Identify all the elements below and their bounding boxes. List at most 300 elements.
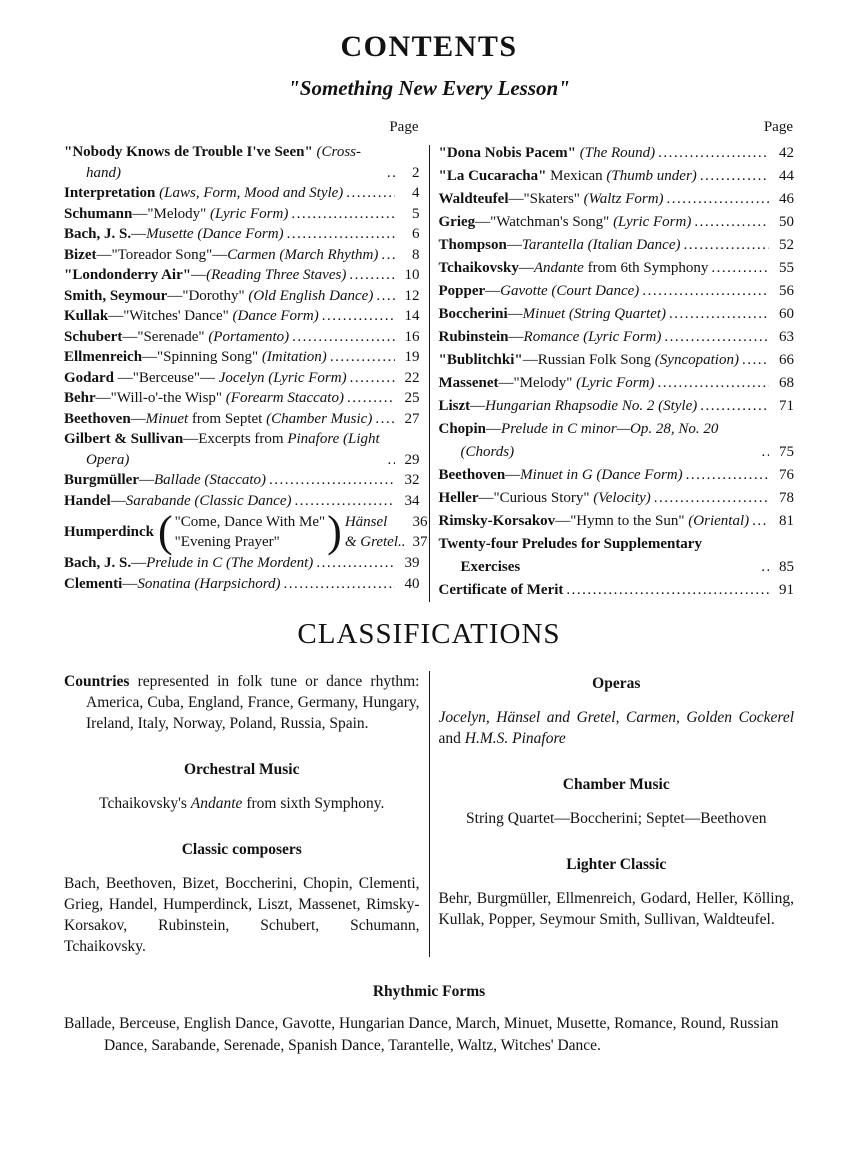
dot-leader bbox=[700, 395, 769, 418]
toc-entry bbox=[439, 395, 795, 418]
table-of-contents bbox=[64, 119, 794, 602]
dot-leader bbox=[330, 347, 395, 368]
toc-entry-page: 40 bbox=[404, 575, 420, 592]
text-segment: —Excerpts from bbox=[183, 431, 288, 447]
toc-entry-humperdinck bbox=[64, 507, 428, 556]
toc-entry-text bbox=[64, 347, 327, 368]
toc-entry-text bbox=[64, 388, 344, 409]
text-segment: Smith, Seymour bbox=[64, 287, 168, 304]
toc-entry-text bbox=[439, 303, 666, 326]
toc-right-entries bbox=[439, 142, 795, 602]
text-segment: —"Toreador Song"— bbox=[96, 246, 228, 263]
toc-entry bbox=[64, 347, 420, 368]
toc-entry-page: 27 bbox=[404, 410, 420, 427]
text-segment: Tchaikovsky bbox=[438, 260, 519, 276]
toc-entry-page: 10 bbox=[404, 267, 420, 283]
dot-leader bbox=[292, 327, 394, 348]
text-segment: represented in folk tune or dance rhythm: America, Cuba, England, France, Germany, Hungary, Ireland, Italy, Norway, Poland, Russia, Spain. bbox=[86, 673, 420, 732]
classification-heading: Chamber Music bbox=[562, 776, 670, 793]
brace-titles bbox=[175, 512, 326, 552]
classification-heading: Orchestral Music bbox=[183, 761, 300, 778]
text-segment: (Lyric Form) bbox=[210, 205, 289, 222]
toc-entry bbox=[64, 368, 420, 389]
toc-entry bbox=[439, 533, 795, 579]
text-segment: from sixth Symphony. bbox=[242, 795, 385, 812]
text-segment: Romance (Lyric Form) bbox=[523, 329, 662, 345]
text-segment: Bizet bbox=[64, 246, 97, 263]
text-segment: Pinafore (Light Opera) bbox=[86, 431, 380, 468]
toc-entry bbox=[64, 204, 420, 225]
dot-leader bbox=[291, 204, 394, 225]
toc-entry bbox=[64, 142, 420, 183]
toc-entry-text bbox=[64, 245, 378, 266]
text-segment: —"Dorothy" bbox=[167, 287, 249, 304]
text-segment: —"Spinning Song" bbox=[142, 349, 262, 365]
toc-entry bbox=[439, 257, 795, 280]
dot-leader bbox=[683, 234, 769, 257]
text-segment: Rubinstein bbox=[438, 329, 509, 345]
classification-paragraph bbox=[64, 671, 420, 734]
text-segment: Schubert bbox=[64, 328, 123, 345]
text-segment: — bbox=[508, 329, 524, 345]
dot-leader bbox=[316, 553, 394, 574]
text-segment: Tchaikovsky's bbox=[99, 795, 191, 812]
toc-entry bbox=[64, 491, 420, 512]
text-segment: Behr, Burgmüller, Ellmenreich, Godard, Heller, Kölling, Kullak, Popper, Seymour Smith, Sullivan, Waldteufel. bbox=[438, 890, 794, 928]
page-title: CONTENTS bbox=[340, 30, 518, 63]
toc-entry-page: 5 bbox=[412, 205, 420, 222]
text-segment: Minuet bbox=[145, 410, 189, 427]
toc-entry-text bbox=[64, 491, 292, 512]
text-segment: Grieg bbox=[438, 214, 476, 230]
column-divider bbox=[429, 671, 430, 957]
dot-leader bbox=[375, 409, 394, 430]
toc-entry-page: 66 bbox=[779, 352, 794, 368]
text-segment: Rimsky-Korsakov bbox=[438, 513, 556, 529]
text-segment: Thompson bbox=[438, 237, 507, 253]
text-segment: — bbox=[131, 555, 147, 571]
text-segment: "Dona Nobis Pacem" bbox=[438, 145, 576, 161]
text-segment: (Velocity) bbox=[593, 490, 651, 506]
toc-entry-page: 39 bbox=[404, 555, 420, 571]
text-segment: Behr bbox=[64, 390, 96, 406]
brace-work-line: Hänsel bbox=[344, 514, 388, 530]
dot-leader bbox=[761, 441, 769, 464]
text-segment: —"Melody" bbox=[498, 375, 577, 391]
toc-entry-text bbox=[439, 579, 564, 602]
toc-entry-page: 63 bbox=[779, 329, 794, 345]
text-segment: (Thumb under) bbox=[606, 168, 697, 184]
toc-left-entries bbox=[64, 142, 428, 594]
toc-entry-page: 91 bbox=[779, 582, 794, 598]
toc-entry-text bbox=[64, 265, 346, 286]
text-segment: Musette (Dance Form) bbox=[146, 226, 284, 242]
text-segment: Carmen (March Rhythm) bbox=[227, 246, 379, 263]
text-segment: and bbox=[438, 730, 465, 747]
toc-entry-page: 50 bbox=[779, 214, 794, 230]
toc-entry-page: 71 bbox=[779, 398, 794, 414]
text-segment: Beethoven bbox=[64, 410, 131, 427]
text-segment: Bach, Beethoven, Bizet, Boccherini, Chopin, Clementi, Grieg, Handel, Humperdinck, Liszt, Massenet, Rimsky-Korsakov, Rubinstein, Schubert, Schumann, Tchaikovsky. bbox=[64, 875, 420, 955]
brace-title-line: "Come, Dance With Me" bbox=[174, 514, 326, 530]
text-segment: (Portamento) bbox=[208, 328, 290, 345]
text-segment: Waldteufel bbox=[438, 191, 509, 207]
text-segment: Clementi bbox=[64, 575, 123, 592]
toc-entry-page: 6 bbox=[412, 226, 420, 242]
classifications-section bbox=[64, 671, 794, 957]
text-segment: (Laws, Form, Mood and Style) bbox=[155, 185, 344, 201]
text-segment: — bbox=[139, 472, 154, 488]
text-segment: Gavotte (Court Dance) bbox=[500, 283, 640, 299]
toc-entry bbox=[439, 234, 795, 257]
toc-entry bbox=[64, 553, 420, 574]
toc-entry bbox=[439, 579, 795, 602]
text-segment: — bbox=[505, 467, 521, 483]
toc-entry bbox=[439, 188, 795, 211]
toc-entry-text bbox=[64, 204, 288, 225]
text-segment: Minuet (String Quartet) bbox=[522, 306, 666, 322]
toc-entry-page: 75 bbox=[779, 444, 794, 460]
text-segment: String Quartet—Boccherini; Septet—Beethoven bbox=[466, 810, 767, 827]
toc-entry-page: 68 bbox=[779, 375, 794, 391]
text-segment: Liszt bbox=[438, 398, 471, 414]
text-segment: Beethoven bbox=[438, 467, 506, 483]
toc-entry-text bbox=[439, 326, 662, 349]
toc-entry-page: 81 bbox=[779, 513, 794, 529]
toc-entry bbox=[439, 303, 795, 326]
text-segment: Jocelyn, Hänsel and Gretel, Carmen, Golden Cockerel bbox=[438, 709, 794, 726]
text-segment: —"Melody" bbox=[132, 205, 211, 222]
toc-entry-page: 56 bbox=[779, 283, 794, 299]
toc-entry-text bbox=[64, 574, 281, 595]
text-segment: Hungarian Rhapsodie No. 2 (Style) bbox=[485, 398, 698, 414]
text-segment: Prelude in C minor—Op. 28, No. 20 (Chords) bbox=[460, 421, 719, 460]
text-segment: — bbox=[130, 410, 146, 427]
text-segment: "La Cucaracha" bbox=[438, 168, 547, 184]
text-segment: (Cross-hand) bbox=[86, 144, 361, 181]
toc-entry-text bbox=[439, 487, 651, 510]
text-segment: —Russian Folk Song bbox=[522, 352, 655, 368]
toc-entry-text bbox=[64, 286, 373, 307]
toc-entry-text bbox=[439, 418, 759, 464]
dot-leader bbox=[376, 286, 394, 307]
brace-close: ) bbox=[327, 507, 342, 556]
toc-entry bbox=[64, 245, 420, 266]
text-segment: "Londonderry Air" bbox=[64, 267, 192, 283]
brace-work-line: & Gretel.. bbox=[344, 534, 406, 550]
toc-entry bbox=[439, 326, 795, 349]
toc-right-column bbox=[439, 119, 795, 602]
brace-open: ( bbox=[158, 507, 173, 556]
toc-entry-page: 76 bbox=[779, 467, 794, 483]
brace-work bbox=[345, 512, 406, 552]
dot-leader bbox=[658, 142, 769, 165]
text-segment: (Forearm Staccato) bbox=[225, 390, 344, 406]
toc-entry bbox=[439, 165, 795, 188]
dot-leader bbox=[761, 556, 769, 579]
text-segment: (Reading Three Staves) bbox=[206, 267, 347, 283]
toc-entry-text bbox=[64, 224, 284, 245]
toc-entry-text bbox=[439, 142, 656, 165]
classification-heading: Classic composers bbox=[181, 841, 302, 858]
rhythmic-forms-section bbox=[64, 983, 794, 1057]
text-segment: Sonatina (Harpsichord) bbox=[137, 575, 281, 592]
dot-leader bbox=[700, 165, 769, 188]
text-segment: Heller bbox=[438, 490, 479, 506]
toc-entry-page: 60 bbox=[779, 306, 794, 322]
toc-entry-text bbox=[64, 142, 384, 183]
dot-leader bbox=[322, 306, 395, 327]
classification-paragraph bbox=[439, 808, 795, 829]
text-segment: Gilbert & Sullivan bbox=[64, 431, 184, 447]
toc-entry-page: 16 bbox=[404, 328, 420, 345]
classification-paragraph bbox=[64, 873, 420, 957]
dot-leader bbox=[654, 487, 769, 510]
text-segment: Bach, J. S. bbox=[64, 555, 132, 571]
text-segment: Jocelyn (Lyric Form) bbox=[218, 369, 347, 386]
toc-entry-text bbox=[64, 553, 313, 574]
toc-entry-text bbox=[439, 280, 640, 303]
toc-entry bbox=[439, 349, 795, 372]
dot-leader bbox=[347, 388, 395, 409]
text-segment: — bbox=[122, 575, 138, 592]
toc-entry bbox=[64, 327, 420, 348]
dot-leader bbox=[686, 464, 769, 487]
toc-entry bbox=[64, 265, 420, 286]
toc-entry-page: 52 bbox=[779, 237, 794, 253]
classifications-right-column bbox=[439, 671, 795, 957]
toc-entry-text bbox=[64, 327, 289, 348]
text-segment: —"Watchman's Song" bbox=[475, 214, 614, 230]
text-segment: — bbox=[486, 421, 502, 437]
text-segment: Twenty-four Preludes for Supplementary Exercises bbox=[438, 536, 702, 575]
text-segment: Tarantella (Italian Dance) bbox=[521, 237, 681, 253]
toc-entry-text bbox=[64, 368, 347, 389]
text-segment: Schumann bbox=[64, 205, 133, 222]
dot-leader bbox=[711, 257, 769, 280]
text-segment: Ballade (Staccato) bbox=[154, 472, 267, 488]
toc-entry-page: 8 bbox=[412, 246, 420, 263]
toc-entry-page: 55 bbox=[779, 260, 794, 276]
text-segment: Burgmüller bbox=[64, 472, 139, 488]
dot-leader bbox=[388, 450, 395, 471]
toc-entry bbox=[439, 142, 795, 165]
toc-entry-composer: Humperdinck bbox=[64, 523, 155, 540]
text-segment: —"Witches' Dance" bbox=[108, 308, 233, 324]
toc-entry bbox=[64, 409, 420, 430]
toc-entry-page: 19 bbox=[404, 349, 420, 365]
classifications-title: CLASSIFICATIONS bbox=[297, 618, 561, 650]
toc-entry-page: 4 bbox=[412, 185, 420, 201]
text-segment: Andante bbox=[533, 260, 584, 276]
text-segment: from Septet bbox=[188, 410, 267, 427]
toc-entry-text bbox=[439, 165, 697, 188]
text-segment: Mexican bbox=[546, 168, 607, 184]
toc-entry-text bbox=[439, 257, 709, 280]
text-segment: —"Will-o'-the Wisp" bbox=[95, 390, 226, 406]
text-segment: (Imitation) bbox=[261, 349, 327, 365]
text-segment: "Bublitchki" bbox=[438, 352, 523, 368]
dot-leader bbox=[284, 574, 395, 595]
text-segment: Massenet bbox=[438, 375, 499, 391]
toc-entry-text bbox=[64, 429, 385, 470]
classification-heading: Lighter Classic bbox=[566, 856, 667, 873]
toc-entry bbox=[64, 306, 420, 327]
classification-paragraph bbox=[64, 793, 420, 814]
dot-leader bbox=[694, 211, 769, 234]
toc-entry-page: 12 bbox=[404, 287, 420, 304]
toc-entry-page: 34 bbox=[404, 492, 420, 509]
text-segment: (Chamber Music) bbox=[266, 410, 373, 427]
page-subtitle: "Something New Every Lesson" bbox=[288, 76, 570, 100]
dot-leader bbox=[752, 510, 769, 533]
toc-entry-page: 78 bbox=[779, 490, 794, 506]
text-segment: — bbox=[131, 226, 147, 242]
toc-entry-text bbox=[439, 211, 692, 234]
toc-entry bbox=[439, 280, 795, 303]
dot-leader bbox=[346, 183, 394, 204]
dot-leader bbox=[742, 349, 769, 372]
text-segment: Prelude in C (The Mordent) bbox=[146, 555, 314, 571]
toc-entry-text bbox=[439, 188, 664, 211]
text-segment: H.M.S. Pinafore bbox=[464, 730, 566, 747]
text-segment: Interpretation bbox=[64, 185, 156, 201]
text-segment: Popper bbox=[438, 283, 486, 299]
toc-left-column bbox=[64, 119, 428, 602]
text-segment: Chopin bbox=[438, 421, 487, 437]
toc-entry-text bbox=[439, 372, 655, 395]
dot-leader bbox=[287, 224, 395, 245]
dot-leader bbox=[387, 163, 395, 184]
text-segment: (Lyric Form) bbox=[613, 214, 692, 230]
brace-title-line: "Evening Prayer" bbox=[174, 534, 280, 550]
text-segment: Certificate of Merit bbox=[438, 582, 564, 598]
text-segment: Minuet in G (Dance Form) bbox=[520, 467, 683, 483]
classification-paragraph bbox=[439, 707, 795, 749]
text-segment: Handel bbox=[64, 492, 111, 509]
text-segment: —"Serenade" bbox=[122, 328, 209, 345]
text-segment: (The Round) bbox=[575, 145, 656, 161]
text-segment: — bbox=[191, 267, 207, 283]
text-segment: — bbox=[110, 492, 126, 509]
toc-entry bbox=[64, 470, 420, 491]
toc-entry-text bbox=[64, 409, 372, 430]
dot-leader bbox=[566, 579, 769, 602]
text-segment: (Dance Form) bbox=[232, 308, 319, 324]
toc-entry-page: 37 bbox=[412, 534, 428, 550]
text-segment: —"Hymn to the Sun" bbox=[555, 513, 689, 529]
text-segment: Boccherini bbox=[438, 306, 508, 322]
toc-entry-text bbox=[439, 464, 683, 487]
toc-entry-page: 44 bbox=[779, 168, 794, 184]
toc-entry-text bbox=[439, 349, 739, 372]
toc-entry-text bbox=[64, 470, 266, 491]
toc-entry bbox=[64, 574, 420, 595]
toc-entry bbox=[439, 487, 795, 510]
dot-leader bbox=[350, 368, 395, 389]
text-segment: Godard bbox=[64, 369, 118, 386]
toc-entry-page: 29 bbox=[404, 451, 420, 468]
toc-entry-text bbox=[64, 306, 319, 327]
toc-entry-text bbox=[439, 510, 750, 533]
text-segment: Countries bbox=[64, 673, 130, 690]
text-segment: (Lyric Form) bbox=[576, 375, 655, 391]
text-segment: — bbox=[518, 260, 534, 276]
text-segment: —"Berceuse"— bbox=[117, 369, 219, 386]
classification-paragraph bbox=[439, 888, 795, 930]
toc-entry bbox=[439, 372, 795, 395]
toc-entry bbox=[64, 429, 420, 470]
text-segment: (Oriental) bbox=[688, 513, 750, 529]
text-segment: — bbox=[507, 306, 523, 322]
dot-leader bbox=[349, 265, 394, 286]
toc-entry-text bbox=[439, 533, 759, 579]
toc-entry bbox=[64, 388, 420, 409]
dot-leader bbox=[269, 470, 394, 491]
text-segment: — bbox=[470, 398, 486, 414]
toc-entry-page: 46 bbox=[779, 191, 794, 207]
text-segment: Bach, J. S. bbox=[64, 226, 132, 242]
text-segment: — bbox=[506, 237, 522, 253]
dot-leader bbox=[642, 280, 769, 303]
toc-entry-page: 85 bbox=[779, 559, 794, 575]
rhythmic-forms-text: Ballade, Berceuse, English Dance, Gavotte, Hungarian Dance, March, Minuet, Musette, Romance, Round, Russian Dance, Sarabande, Serenade, Spanish Dance, Tarantelle, Waltz, Witches' Dance. bbox=[64, 1015, 779, 1054]
text-segment: Ellmenreich bbox=[64, 349, 143, 365]
text-segment: Sarabande (Classic Dance) bbox=[125, 492, 292, 509]
dot-leader bbox=[664, 326, 769, 349]
text-segment: (Waltz Form) bbox=[583, 191, 664, 207]
text-segment: Andante bbox=[190, 795, 243, 812]
text-segment: (Syncopation) bbox=[654, 352, 739, 368]
toc-entry-text bbox=[439, 234, 681, 257]
classification-heading: Operas bbox=[592, 675, 641, 692]
toc-entry bbox=[439, 464, 795, 487]
toc-entry bbox=[439, 418, 795, 464]
text-segment: Kullak bbox=[64, 308, 109, 324]
text-segment: "Nobody Knows de Trouble I've Seen" bbox=[64, 144, 313, 160]
dot-leader bbox=[657, 372, 769, 395]
toc-entry-page: 32 bbox=[404, 472, 420, 488]
toc-entry bbox=[64, 286, 420, 307]
toc-entry-page: 22 bbox=[404, 369, 420, 386]
toc-entry-text bbox=[439, 395, 698, 418]
toc-entry-page: 25 bbox=[404, 390, 420, 406]
page-column-label-right: Page bbox=[763, 119, 793, 135]
toc-entry bbox=[64, 224, 420, 245]
toc-entry-page: 14 bbox=[404, 308, 420, 324]
text-segment: from 6th Symphony bbox=[583, 260, 709, 276]
dot-leader bbox=[381, 245, 394, 266]
toc-entry-page: 42 bbox=[779, 145, 794, 161]
toc-entry bbox=[64, 183, 420, 204]
toc-entry-page: 2 bbox=[412, 164, 420, 181]
toc-entry bbox=[439, 510, 795, 533]
dot-leader bbox=[667, 188, 769, 211]
text-segment: —"Curious Story" bbox=[478, 490, 594, 506]
text-segment: —"Skaters" bbox=[508, 191, 584, 207]
dot-leader bbox=[295, 491, 395, 512]
text-segment: (Old English Dance) bbox=[248, 287, 374, 304]
dot-leader bbox=[669, 303, 769, 326]
column-divider bbox=[429, 145, 430, 602]
rhythmic-forms-heading: Rhythmic Forms bbox=[372, 983, 486, 1000]
toc-entry bbox=[439, 211, 795, 234]
toc-entry-text bbox=[64, 183, 343, 204]
classifications-left-column bbox=[64, 671, 420, 957]
page-column-label-left: Page bbox=[389, 119, 419, 135]
toc-entry-page: 36 bbox=[412, 514, 428, 530]
text-segment: — bbox=[485, 283, 501, 299]
